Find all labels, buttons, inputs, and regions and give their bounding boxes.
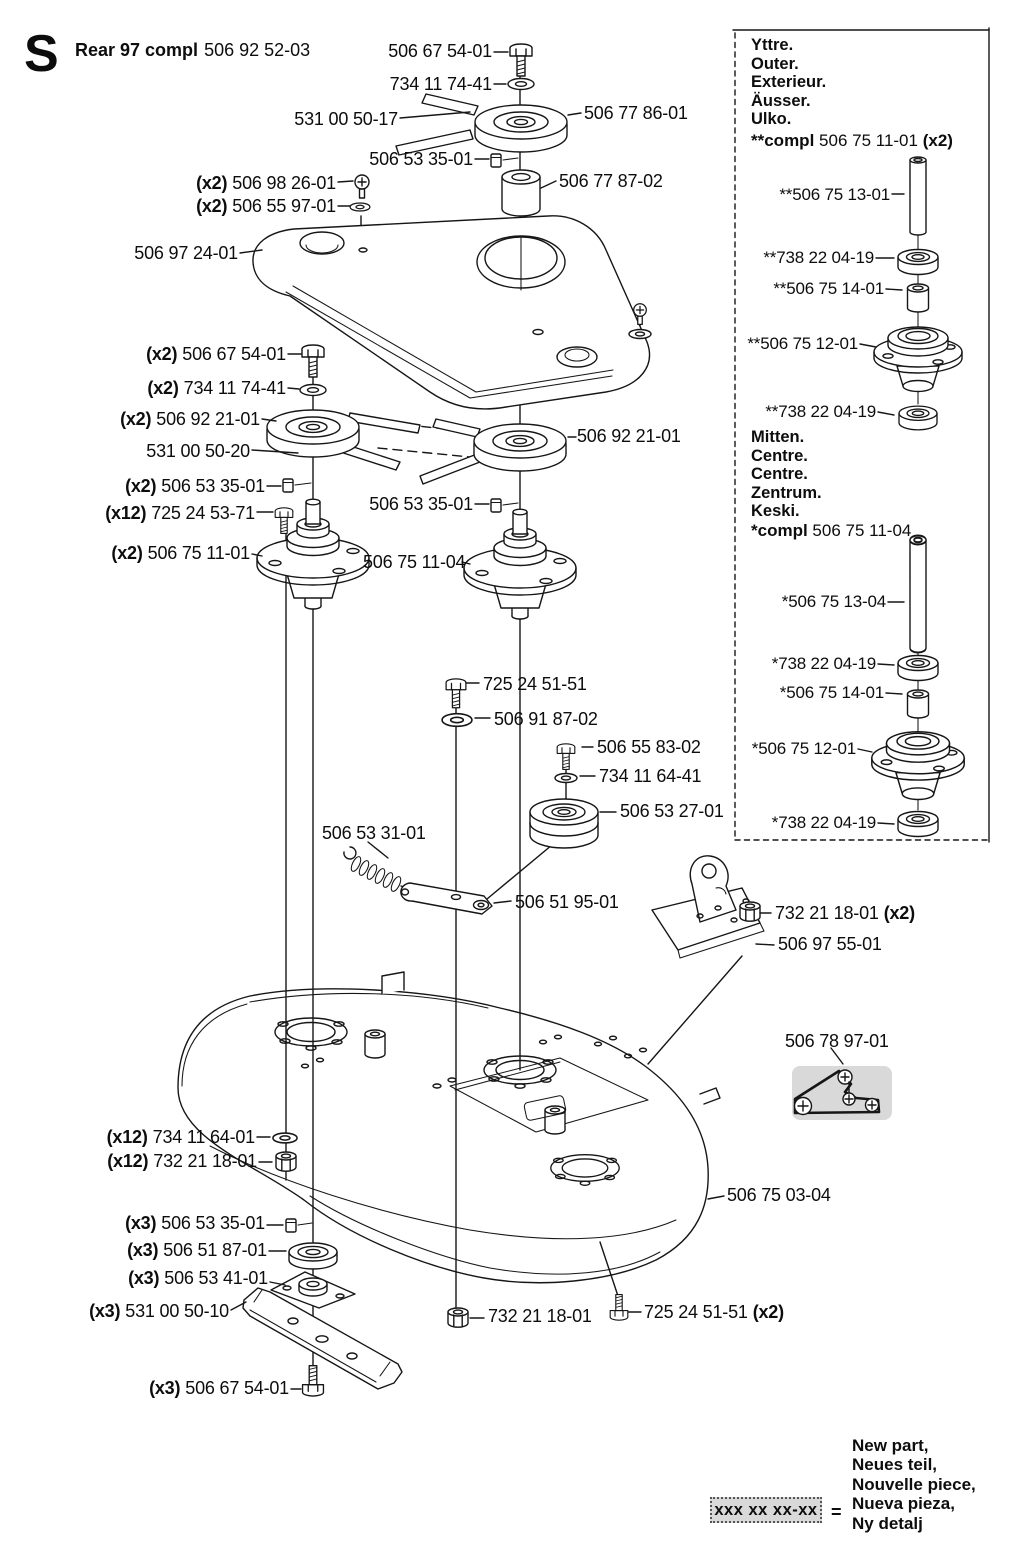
key-icon [286, 1219, 296, 1232]
bearing-icon [898, 656, 938, 681]
spindle-housing-icon [464, 509, 576, 619]
part-label-531-00-50-20: 531 00 50-20 [146, 441, 250, 461]
part-label-734-11-64-41: 734 11 64-41 [599, 766, 702, 786]
part-label-725-24-51-51-x2: 725 24 51-51 (x2) [644, 1302, 784, 1322]
panel-outer-compl: **compl 506 75 11-01 (x2) [751, 131, 953, 150]
part-label-506-55-83-02: 506 55 83-02 [597, 737, 701, 757]
nut-icon [740, 902, 760, 921]
washer-icon [629, 330, 651, 339]
bolt-icon [557, 744, 575, 770]
part-label-506-97-24-01: 506 97 24-01 [134, 243, 238, 263]
spacer-icon [908, 690, 929, 718]
part-label-732-21-18-01-x2: 732 21 18-01 (x2) [775, 903, 915, 923]
rear-bracket [652, 856, 764, 958]
part-label-506-51-87-01-x3: (x3) 506 51 87-01 [127, 1240, 267, 1260]
part-label-506-53-31-01: 506 53 31-01 [322, 823, 426, 843]
bearing-icon [899, 406, 937, 430]
panel-centre-compl: *compl 506 75 11-04 [751, 521, 912, 540]
part-label-506-67-54-01: 506 67 54-01 [388, 41, 492, 61]
part-label-725-24-51-51: 725 24 51-51 [483, 674, 587, 694]
washer-icon [273, 1133, 297, 1143]
info-panel-drawings [872, 157, 964, 837]
panel-part-506-75-14-01-b: *506 75 14-01 [779, 683, 884, 702]
bolt-icon [275, 508, 293, 534]
bolt-icon [302, 345, 324, 377]
top-pulley-chain [396, 44, 567, 216]
part-label-734-11-74-41: 734 11 74-41 [389, 74, 492, 94]
panel-part-506-75-12-01-b: *506 75 12-01 [751, 739, 856, 758]
part-label-725-24-53-71: (x12) 725 24 53-71 [105, 503, 255, 523]
bolt-icon [303, 1366, 324, 1396]
part-label-506-75-11-01: (x2) 506 75 11-01 [111, 543, 250, 563]
part-label-506-97-55-01: 506 97 55-01 [778, 934, 882, 954]
panel-part-506-75-12-01-a: **506 75 12-01 [747, 334, 858, 353]
part-label-506-75-11-04: 506 75 11-04 [363, 552, 466, 572]
pulley-icon [267, 410, 359, 457]
key-icon [491, 499, 501, 512]
spindle-housing-icon [874, 327, 962, 392]
panel-centre-languages: Mitten. Centre. Centre. Zentrum. Keski. [751, 428, 822, 521]
bearing-icon [898, 250, 938, 275]
idler-arm-icon [401, 883, 492, 914]
part-label-506-92-21-01-x2: (x2) 506 92 21-01 [120, 409, 260, 429]
part-label-506-53-41-01-x3: (x3) 506 53 41-01 [128, 1268, 268, 1288]
part-label-506-53-35-01-x2: (x2) 506 53 35-01 [125, 476, 265, 496]
part-label-732-21-18-01-x12: (x12) 732 21 18-01 [107, 1151, 257, 1171]
part-label-506-67-54-01-x3: (x3) 506 67 54-01 [149, 1378, 289, 1398]
title-number: 506 92 52-03 [204, 40, 311, 60]
part-label-531-00-50-10-x3: (x3) 531 00 50-10 [89, 1301, 229, 1321]
panel-part-506-75-13-01: **506 75 13-01 [779, 185, 890, 204]
bolt-icon [510, 44, 532, 76]
spindle-housing-icon [872, 732, 964, 800]
shaft-icon [910, 536, 926, 653]
washer-icon [442, 714, 472, 727]
spring-icon [344, 847, 408, 893]
panel-part-738-22-04-19-a: **738 22 04-19 [763, 248, 874, 267]
washer-icon [350, 203, 370, 211]
mower-deck-shell [178, 972, 720, 1283]
key-icon [283, 479, 293, 492]
washer-icon [300, 385, 326, 396]
panel-part-506-75-14-01-a: **506 75 14-01 [773, 279, 884, 298]
spindle-housing-icon [257, 499, 369, 609]
spacer-icon [502, 170, 540, 216]
nut-icon [448, 1308, 468, 1327]
key-icon [491, 154, 501, 167]
bolt-icon [610, 1295, 628, 1321]
part-label-734-11-74-41-x2: (x2) 734 11 74-41 [147, 378, 286, 398]
part-label-506-78-97-01: 506 78 97-01 [785, 1031, 889, 1051]
panel-part-738-22-04-19-d: *738 22 04-19 [771, 813, 876, 832]
bolt-icon [446, 679, 466, 708]
section-letter: S [24, 25, 59, 83]
part-label-506-53-35-01-b: 506 53 35-01 [369, 494, 473, 514]
panel-part-506-75-13-04: *506 75 13-04 [781, 592, 886, 611]
pulley-icon [475, 105, 567, 152]
panel-outer-languages: Yttre. Outer. Exterieur. Äusser. Ulko. [751, 36, 827, 129]
washer-icon [555, 774, 577, 783]
part-label-734-11-64-01-x12: (x12) 734 11 64-01 [106, 1127, 255, 1147]
part-label-506-53-27-01: 506 53 27-01 [620, 801, 724, 821]
page-title [75, 40, 310, 61]
bearing-icon [898, 812, 938, 837]
washer-icon [508, 79, 534, 90]
legend-code-box: xxx xx xx-xx [710, 1497, 822, 1523]
part-label-506-75-03-04: 506 75 03-04 [727, 1185, 831, 1205]
shaft-icon [910, 157, 926, 235]
screw-icon [355, 175, 369, 198]
legend-equals: = [831, 1502, 842, 1522]
panel-part-738-22-04-19-c: *738 22 04-19 [771, 654, 876, 673]
part-label-506-55-97-01: (x2) 506 55 97-01 [196, 196, 336, 216]
part-label-506-51-95-01: 506 51 95-01 [515, 892, 619, 912]
panel-part-738-22-04-19-b: **738 22 04-19 [765, 402, 876, 421]
pulley-icon [474, 424, 566, 471]
part-label-506-77-86-01: 506 77 86-01 [584, 103, 688, 123]
part-label-506-67-54-01-x2: (x2) 506 67 54-01 [146, 344, 286, 364]
idler-pulley-icon [530, 799, 598, 848]
part-label-506-53-35-01: 506 53 35-01 [369, 149, 473, 169]
legend-new-part-text: New part, Neues teil, Nouvelle piece, Nueva pieza, Ny detalj [852, 1436, 976, 1533]
cup-washer-icon [289, 1243, 337, 1269]
part-label-506-92-21-01: 506 92 21-01 [577, 426, 681, 446]
nut-icon [276, 1152, 296, 1171]
title-name: Rear 97 compl [75, 40, 199, 60]
spacer-icon [908, 284, 929, 312]
part-label-506-77-87-02: 506 77 87-02 [559, 171, 663, 191]
part-label-506-53-35-01-x3: (x3) 506 53 35-01 [125, 1213, 265, 1233]
part-label-531-00-50-17: 531 00 50-17 [294, 109, 398, 129]
belt-routing-inset [792, 1066, 892, 1120]
part-label-732-21-18-01: 732 21 18-01 [488, 1306, 592, 1326]
part-label-506-91-87-02: 506 91 87-02 [494, 709, 598, 729]
part-label-506-98-26-01: (x2) 506 98 26-01 [196, 173, 336, 193]
